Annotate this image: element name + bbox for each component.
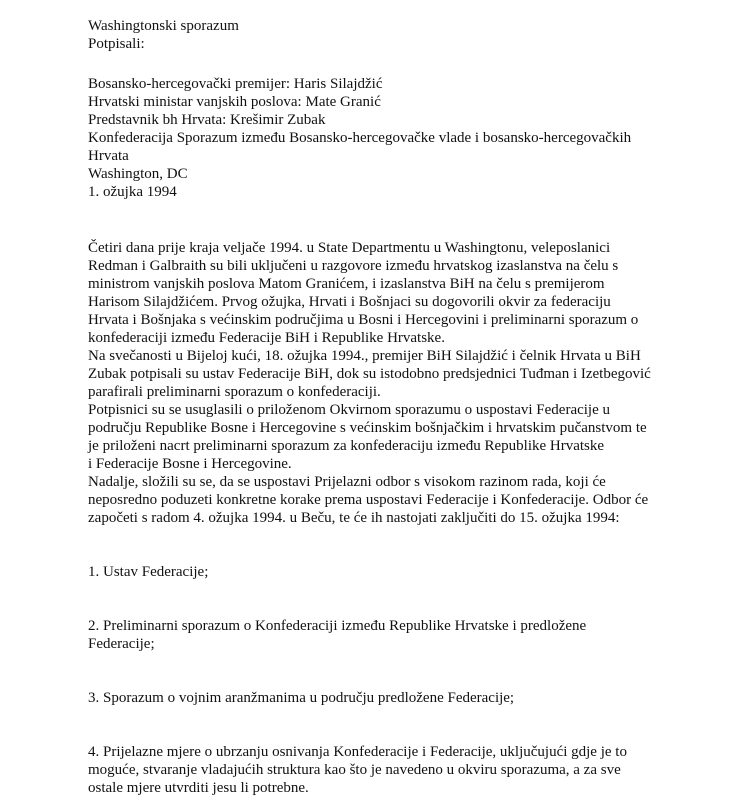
body-line: Nadalje, složili su se, da se uspostavi Prijelazni odbor s visokom razinom rada, koji će <box>88 474 606 490</box>
signatory-line: Predstavnik bh Hrvata: Krešimir Zubak <box>88 112 326 128</box>
agreement-title-line: Hrvata <box>88 148 129 164</box>
list-item-line: 1. Ustav Federacije; <box>88 564 209 580</box>
list-item-1 <box>88 563 668 581</box>
list-item-4 <box>88 743 668 797</box>
list-item-line: ostale mjere utvrditi jesu li potrebne. <box>88 780 309 796</box>
body-line: Harisom Silajdžićem. Prvog ožujka, Hrvati i Bošnjaci su dogovorili okvir za federaciju <box>88 294 611 310</box>
body-line: Četiri dana prije kraja veljače 1994. u State Departmentu u Washingtonu, veleposlanici <box>88 240 611 256</box>
place-line: Washington, DC <box>88 166 188 182</box>
document-title: Washingtonski sporazum <box>88 18 239 34</box>
agreement-title-line: Konfederacija Sporazum između Bosansko-hercegovačke vlade i bosansko-hercegovačkih <box>88 130 632 146</box>
body-line: Potpisnici su se usuglasili o priloženom Okvirnom sporazumu o uspostavi Federacije u <box>88 402 611 418</box>
body-line: konfederaciji između Federacije BiH i Republike Hrvatske. <box>88 330 445 346</box>
body-line: i Federacije Bosne i Hercegovine. <box>88 456 292 472</box>
date-line: 1. ožujka 1994 <box>88 184 177 200</box>
body-line: je priloženi nacrt preliminarni sporazum za konfederaciju između Republike Hrvatske <box>88 438 605 454</box>
list-item-2 <box>88 617 668 653</box>
signatory-line: Bosansko-hercegovački premijer: Haris Silajdžić <box>88 76 383 92</box>
body-line: Redman i Galbraith su bili uključeni u razgovore između hrvatskog izaslanstva na čelu s <box>88 258 619 274</box>
body-text <box>88 239 668 527</box>
list-item-line: 2. Preliminarni sporazum o Konfederaciji između Republike Hrvatske i predložene <box>88 618 587 634</box>
list-item-line: 4. Prijelazne mjere o ubrzanju osnivanja Konfederacije i Federacije, uključujući gdje je to <box>88 744 627 760</box>
body-line: Zubak potpisali su ustav Federacije BiH, dok su istodobno predsjednici Tuđman i Izetbegović <box>88 366 651 382</box>
document-page <box>88 17 668 797</box>
body-line: neposredno poduzeti konkretne korake prema uspostavi Federacije i Konfederacije. Odbor će <box>88 492 649 508</box>
document-header <box>88 17 668 53</box>
body-line: Hrvata i Bošnjaka s većinskim područjima u Bosni i Hercegovini i preliminarni sporazum o <box>88 312 639 328</box>
list-item-3 <box>88 689 668 707</box>
list-item-line: moguće, stvaranje vladajućih struktura kao što je navedeno u okviru sporazuma, a za sve <box>88 762 621 778</box>
body-line: području Republike Bosne i Hercegovine s većinskim bošnjačkim i hrvatskim pučanstvom te <box>88 420 647 436</box>
body-line: ministrom vanjskih poslova Matom Granićem, i izaslanstva BiH na čelu s premijerom <box>88 276 605 292</box>
signatory-line: Hrvatski ministar vanjskih poslova: Mate Granić <box>88 94 381 110</box>
body-line: Na svečanosti u Bijeloj kući, 18. ožujka 1994., premijer BiH Silajdžić i čelnik Hrvata u BiH <box>88 348 641 364</box>
signed-label: Potpisali: <box>88 36 145 52</box>
body-line: započeti s radom 4. ožujka 1994. u Beču, te će ih nastojati zaključiti do 15. ožujka 1994: <box>88 510 620 526</box>
body-line: parafirali preliminarni sporazum o konfederaciji. <box>88 384 381 400</box>
list-item-line: Federacije; <box>88 636 155 652</box>
signatories-block <box>88 75 668 201</box>
list-item-line: 3. Sporazum o vojnim aranžmanima u području predložene Federacije; <box>88 690 515 706</box>
